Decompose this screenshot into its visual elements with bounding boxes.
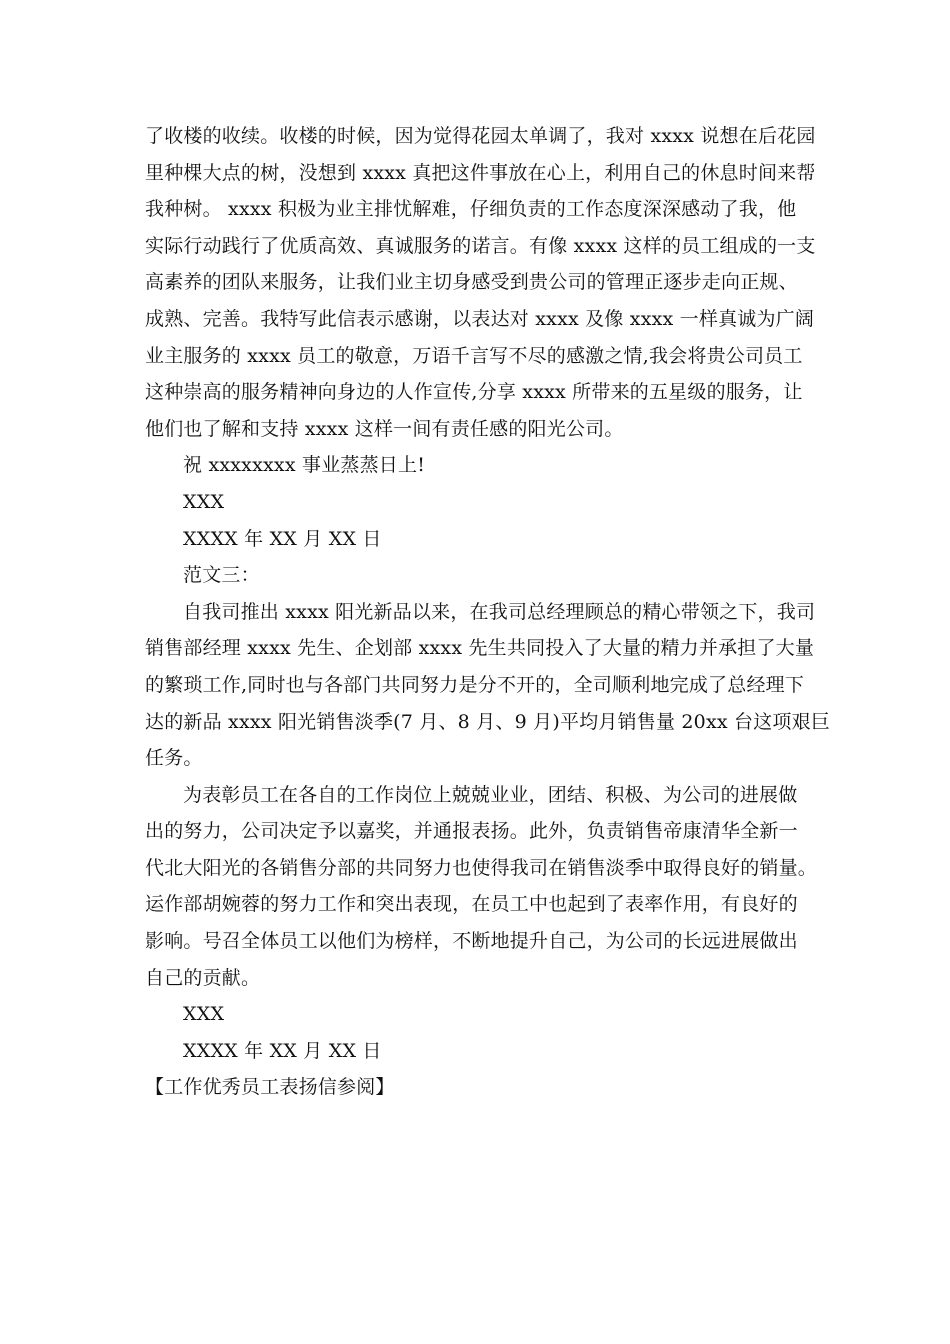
paragraph-line: 的繁琐工作,同时也与各部门共同努力是分不开的，全司顺利地完成了总经理下	[145, 673, 805, 696]
paragraph-line: 他们也了解和支持 xxxx 这样一间有责任感的阳光公司。	[145, 417, 624, 440]
paragraph-line: 实际行动践行了优质高效、真诚服务的诺言。有像 xxxx 这样的员工组成的一支	[145, 234, 816, 257]
paragraph-2	[145, 594, 831, 777]
paragraph-line: 自己的贡献。	[145, 966, 261, 989]
signature: XXX	[183, 1003, 225, 1026]
paragraph-line: 成熟、完善。我特写此信表示感谢，以表达对 xxxx 及像 xxxx 一样真诚为广阔	[145, 307, 815, 330]
paragraph-line: 影响。号召全体员工以他们为榜样，不断地提升自己，为公司的长远进展做出	[145, 930, 798, 953]
date: XXXX 年 XX 月 XX 日	[183, 527, 382, 550]
paragraph-line: 高素养的团队来服务，让我们业主切身感受到贵公司的管理正逐步走向正规、	[145, 271, 798, 294]
paragraph-line: 达的新品 xxxx 阳光销售淡季(7 月、8 月、9 月)平均月销售量 20xx 台这项艰巨	[145, 710, 831, 733]
paragraph-line: 了收楼的收续。收楼的时候，因为觉得花园太单调了，我对 xxxx 说想在后花园	[145, 125, 816, 147]
paragraph-line: 业主服务的 xxxx 员工的敬意，万语千言写不尽的感激之情,我会将贵公司员工	[145, 344, 803, 367]
paragraph-3	[145, 777, 817, 997]
document-body	[145, 118, 831, 1106]
paragraph-line: 代北大阳光的各销售分部的共同努力也使得我司在销售淡季中取得良好的销量。	[145, 856, 818, 879]
related-article-link[interactable]: 【工作优秀员工表扬信参阅】	[145, 1076, 395, 1099]
signature: XXX	[183, 490, 225, 513]
paragraph-line: 销售部经理 xxxx 先生、企划部 xxxx 先生共同投入了大量的精力并承担了大量	[145, 637, 815, 660]
paragraph-line: 自我司推出 xxxx 阳光新品以来，在我司总经理顾总的精心带领之下，我司	[183, 600, 816, 623]
wish-line: 祝 xxxxxxxx 事业蒸蒸日上!	[183, 454, 426, 477]
paragraph-line: 这种崇高的服务精神向身边的人作宣传,分享 xxxx 所带来的五星级的服务，让	[145, 381, 803, 404]
paragraph-line: 里种棵大点的树，没想到 xxxx 真把这件事放在心上，利用自己的休息时间来帮	[145, 161, 816, 184]
date: XXXX 年 XX 月 XX 日	[183, 1039, 382, 1062]
paragraph-line: 为表彰员工在各自的工作岗位上兢兢业业，团结、积极、为公司的进展做	[183, 783, 798, 806]
paragraph-line: 运作部胡婉蓉的努力工作和突出表现，在员工中也起到了表率作用，有良好的	[145, 893, 798, 916]
paragraph-line: 任务。	[145, 747, 203, 770]
paragraph-line: 我种树。 xxxx 积极为业主排忧解难，仔细负责的工作态度深深感动了我，他	[145, 198, 797, 221]
paragraph-1	[145, 118, 817, 447]
paragraph-line: 出的努力，公司决定予以嘉奖，并通报表扬。此外，负责销售帝康清华全新一	[145, 820, 798, 843]
section-title: 范文三：	[183, 564, 260, 587]
